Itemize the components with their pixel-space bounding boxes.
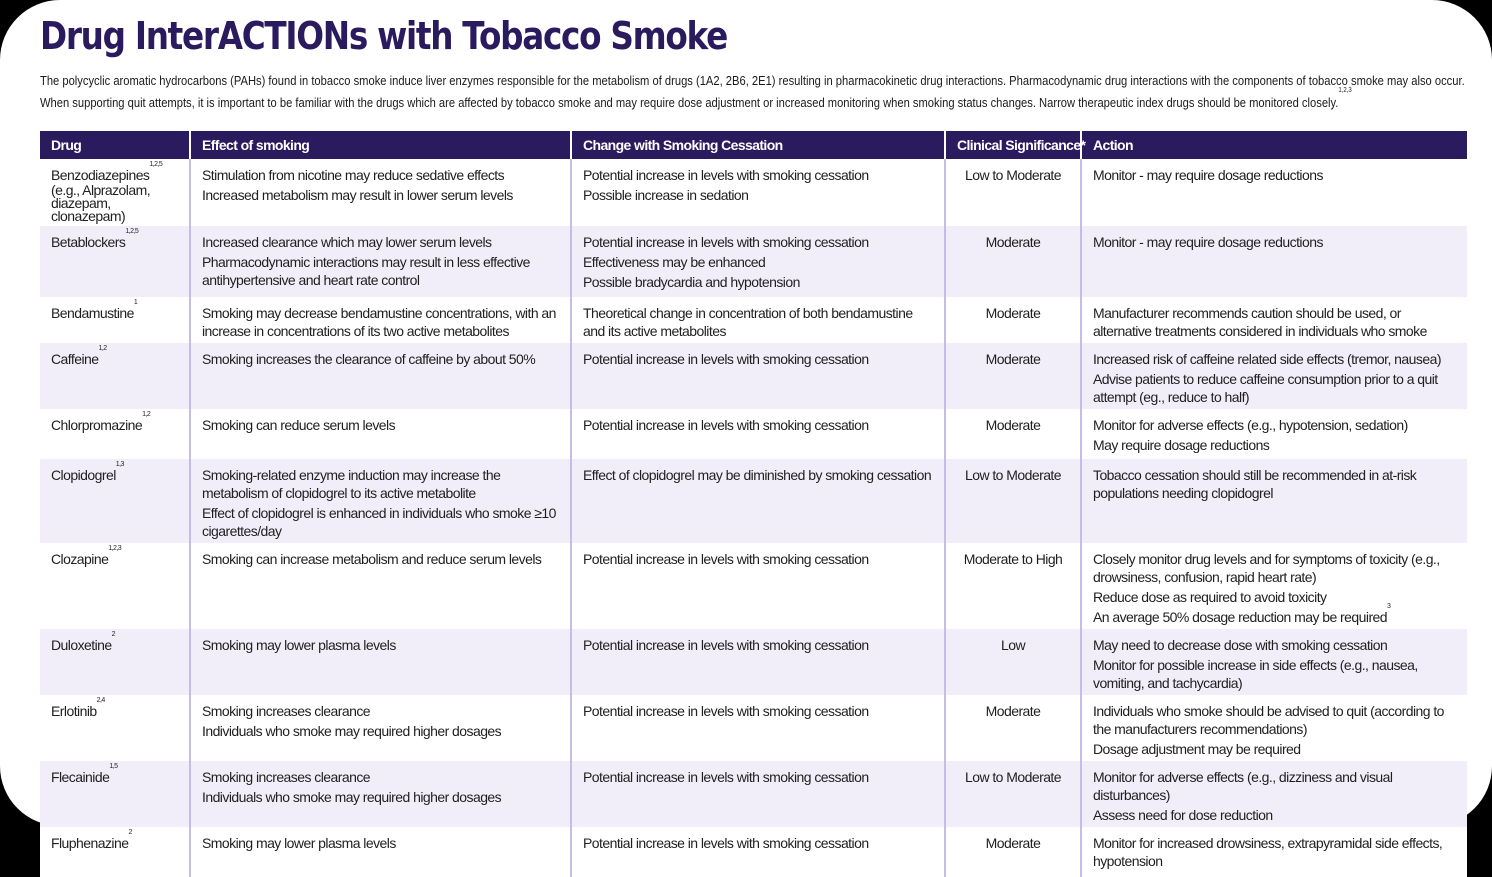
action-line — [1093, 603, 1456, 626]
drug-name: Clopidogrel — [51, 467, 116, 483]
effect-line: Smoking increases clearance — [202, 703, 371, 719]
action-line: Dosage adjustment may be required — [1093, 741, 1301, 757]
table-body — [40, 159, 1467, 877]
drug-reference: 1,2 — [98, 345, 107, 352]
significance-cell: Low to Moderate — [945, 159, 1081, 226]
drug-cell — [40, 459, 190, 543]
drug-name: Clozapine — [51, 551, 109, 567]
change-cell — [571, 343, 945, 409]
effect-cell — [190, 761, 571, 827]
effect-line: Stimulation from nicotine may reduce sedative effects — [202, 167, 505, 183]
action-line: Advise patients to reduce caffeine consumption prior to a quit attempt (eg., reduce to half) — [1093, 371, 1438, 405]
effect-line: Smoking can increase metabolism and reduce serum levels — [202, 551, 542, 567]
change-line: Potential increase in levels with smoking cessation — [583, 417, 869, 433]
drug-name: Benzodiazepines — [51, 167, 150, 183]
drug-name: Erlotinib — [51, 703, 97, 719]
drug-name: Betablockers — [51, 234, 126, 250]
change-line: Potential increase in levels with smoking cessation — [583, 769, 869, 785]
drug-cell — [40, 629, 190, 695]
effect-line: Smoking can reduce serum levels — [202, 417, 396, 433]
drug-cell — [40, 761, 190, 827]
change-cell — [571, 226, 945, 297]
table-row — [40, 629, 1467, 695]
table-row — [40, 695, 1467, 761]
action-line: Assess need for dose reduction — [1093, 807, 1273, 823]
change-cell — [571, 761, 945, 827]
change-line: Potential increase in levels with smoking cessation — [583, 167, 869, 183]
action-cell — [1081, 343, 1467, 409]
effect-line: Pharmacodynamic interactions may result in less effective antihypertensive and heart rate control — [202, 254, 530, 288]
action-cell — [1081, 226, 1467, 297]
table-row — [40, 761, 1467, 827]
change-line: Potential increase in levels with smoking cessation — [583, 351, 869, 367]
effect-line: Effect of clopidogrel is enhanced in individuals who smoke ≥10 cigarettes/day — [202, 505, 556, 539]
drug-name: Duloxetine — [51, 637, 112, 653]
effect-line: Individuals who smoke may required higher dosages — [202, 789, 502, 805]
significance-cell: Moderate — [945, 226, 1081, 297]
drug-cell — [40, 297, 190, 343]
drug-reference: 1,5 — [109, 763, 118, 770]
drug-name: Caffeine — [51, 351, 99, 367]
action-line: Individuals who smoke should be advised to quit (according to the manufacturers recommendations) — [1093, 703, 1444, 737]
header-action: Action — [1081, 131, 1467, 159]
action-line: Monitor for possible increase in side effects (e.g., nausea, vomiting, and tachycardia) — [1093, 657, 1418, 691]
drug-name: Flecainide — [51, 769, 110, 785]
effect-cell — [190, 543, 571, 629]
effect-cell — [190, 159, 571, 226]
drug-name: Chlorpromazine — [51, 417, 143, 433]
change-cell — [571, 459, 945, 543]
effect-line: Smoking increases the clearance of caffeine by about 50% — [202, 351, 536, 367]
significance-cell: Moderate — [945, 343, 1081, 409]
action-cell — [1081, 543, 1467, 629]
table-row — [40, 297, 1467, 343]
drug-name: Bendamustine — [51, 305, 134, 321]
effect-cell — [190, 409, 571, 459]
significance-cell: Moderate — [945, 695, 1081, 761]
effect-cell — [190, 629, 571, 695]
effect-line: Smoking may decrease bendamustine concentrations, with an increase in concentrations of its two active metabolites — [202, 305, 556, 339]
intro-line-1: The polycyclic aromatic hydrocarbons (PAHs) found in tobacco smoke induce liver enzymes responsible for the metabolism of drugs (1A2, 2B6, 2E1) resulting in pharmacokinetic drug interactions. Pharmacodynamic drug interactions with the components of tobacco smoke may also occur. — [40, 73, 1465, 88]
drug-cell — [40, 409, 190, 459]
table-row — [40, 543, 1467, 629]
table-row — [40, 827, 1467, 877]
effect-cell — [190, 297, 571, 343]
header-drug: Drug — [40, 131, 190, 159]
drug-reference: 2,4 — [96, 697, 105, 704]
action-line: May need to decrease dose with smoking cessation — [1093, 637, 1388, 653]
drug-reference: 1 — [133, 299, 138, 306]
effect-cell — [190, 459, 571, 543]
change-line: Potential increase in levels with smoking cessation — [583, 637, 869, 653]
change-cell — [571, 695, 945, 761]
significance-cell: Moderate — [945, 827, 1081, 877]
effect-line: Increased metabolism may result in lower serum levels — [202, 187, 513, 203]
action-line: Monitor for increased drowsiness, extrapyramidal side effects, hypotension — [1093, 835, 1443, 869]
action-cell — [1081, 159, 1467, 226]
drug-reference: 1,2 — [142, 411, 151, 418]
effect-cell — [190, 827, 571, 877]
change-line: Potential increase in levels with smoking cessation — [583, 551, 869, 567]
intro-line-2 — [40, 87, 1450, 114]
table-row — [40, 159, 1467, 226]
table-row — [40, 343, 1467, 409]
change-line: Possible bradycardia and hypotension — [583, 274, 800, 290]
effect-cell — [190, 226, 571, 297]
action-line: Monitor - may require dosage reductions — [1093, 234, 1323, 250]
action-line: Closely monitor drug levels and for symptoms of toxicity (e.g., drowsiness, confusion, rapid heart rate) — [1093, 551, 1440, 585]
action-reference: 3 — [1387, 603, 1391, 610]
significance-cell: Low to Moderate — [945, 761, 1081, 827]
effect-cell — [190, 343, 571, 409]
drug-cell — [40, 343, 190, 409]
action-cell — [1081, 459, 1467, 543]
drug-cell — [40, 827, 190, 877]
change-cell — [571, 159, 945, 226]
effect-line: Smoking may lower plasma levels — [202, 637, 396, 653]
table-row — [40, 459, 1467, 543]
drug-cell — [40, 695, 190, 761]
action-line: Increased risk of caffeine related side effects (tremor, nausea) — [1093, 351, 1441, 367]
table-row — [40, 409, 1467, 459]
action-cell — [1081, 761, 1467, 827]
significance-cell: Low — [945, 629, 1081, 695]
drug-name: Fluphenazine — [51, 835, 129, 851]
drug-examples: (e.g., Alprazolam, diazepam, clonazepam) — [51, 182, 151, 224]
change-cell — [571, 543, 945, 629]
page-title: Drug InterACTIONs with Tobacco Smoke — [40, 14, 728, 58]
action-cell — [1081, 297, 1467, 343]
drug-reference: 2 — [128, 829, 132, 836]
effect-line: Smoking-related enzyme induction may increase the metabolism of clopidogrel to its active metabolite — [202, 467, 501, 501]
action-cell — [1081, 695, 1467, 761]
change-line: Potential increase in levels with smoking cessation — [583, 234, 869, 250]
change-line: Potential increase in levels with smoking cessation — [583, 835, 869, 851]
action-cell — [1081, 409, 1467, 459]
action-line: Manufacturer recommends caution should be used, or alternative treatments considered in individuals who smoke — [1093, 305, 1427, 339]
drug-reference: 2 — [111, 631, 115, 638]
action-line: Tobacco cessation should still be recommended in at-risk populations needing clopidogrel — [1093, 467, 1417, 501]
change-cell — [571, 297, 945, 343]
effect-cell — [190, 695, 571, 761]
action-cell — [1081, 827, 1467, 877]
intro-text — [40, 70, 1465, 114]
significance-cell: Low to Moderate — [945, 459, 1081, 543]
action-line: May require dosage reductions — [1093, 437, 1270, 453]
action-line: Monitor - may require dosage reductions — [1093, 167, 1323, 183]
effect-line: Increased clearance which may lower serum levels — [202, 234, 492, 250]
header-effect: Effect of smoking — [190, 131, 571, 159]
change-cell — [571, 629, 945, 695]
effect-line: Smoking may lower plasma levels — [202, 835, 396, 851]
action-line: An average 50% dosage reduction may be required — [1093, 609, 1388, 625]
drug-reference: 1,2,3 — [108, 545, 122, 552]
change-cell — [571, 409, 945, 459]
drug-reference: 1,2,5 — [125, 228, 139, 235]
change-line: Possible increase in sedation — [583, 187, 749, 203]
table-row — [40, 226, 1467, 297]
drug-cell — [40, 543, 190, 629]
intro-reference: 1,2,3 — [1338, 87, 1352, 94]
drug-interactions-table — [40, 131, 1467, 877]
action-line: Monitor for adverse effects (e.g., dizziness and visual disturbances) — [1093, 769, 1393, 803]
change-line: Theoretical change in concentration of both bendamustine and its active metabolites — [583, 305, 913, 339]
intro-line-2-text: When supporting quit attempts, it is important to be familiar with the drugs which are affected by tobacco smoke and may require dose adjustment or increased monitoring when smoking status changes. Narrow therapeutic index drugs should be monitored closely. — [40, 95, 1339, 110]
drug-reference: 1,2,5 — [149, 161, 163, 168]
change-line: Effect of clopidogrel may be diminished by smoking cessation — [583, 467, 932, 483]
action-cell — [1081, 629, 1467, 695]
change-line: Potential increase in levels with smoking cessation — [583, 703, 869, 719]
significance-cell: Moderate — [945, 409, 1081, 459]
table-header-row — [40, 131, 1467, 159]
significance-cell: Moderate — [945, 297, 1081, 343]
drug-cell — [40, 159, 190, 226]
action-line: Monitor for adverse effects (e.g., hypotension, sedation) — [1093, 417, 1408, 433]
change-cell — [571, 827, 945, 877]
effect-line: Smoking increases clearance — [202, 769, 371, 785]
drug-reference: 1,3 — [115, 461, 124, 468]
drug-cell — [40, 226, 190, 297]
action-line: Reduce dose as required to avoid toxicity — [1093, 589, 1327, 605]
effect-line: Individuals who smoke may required higher dosages — [202, 723, 502, 739]
header-change: Change with Smoking Cessation — [571, 131, 945, 159]
header-significance: Clinical Significance* — [945, 131, 1081, 159]
change-line: Effectiveness may be enhanced — [583, 254, 766, 270]
significance-cell: Moderate to High — [945, 543, 1081, 629]
